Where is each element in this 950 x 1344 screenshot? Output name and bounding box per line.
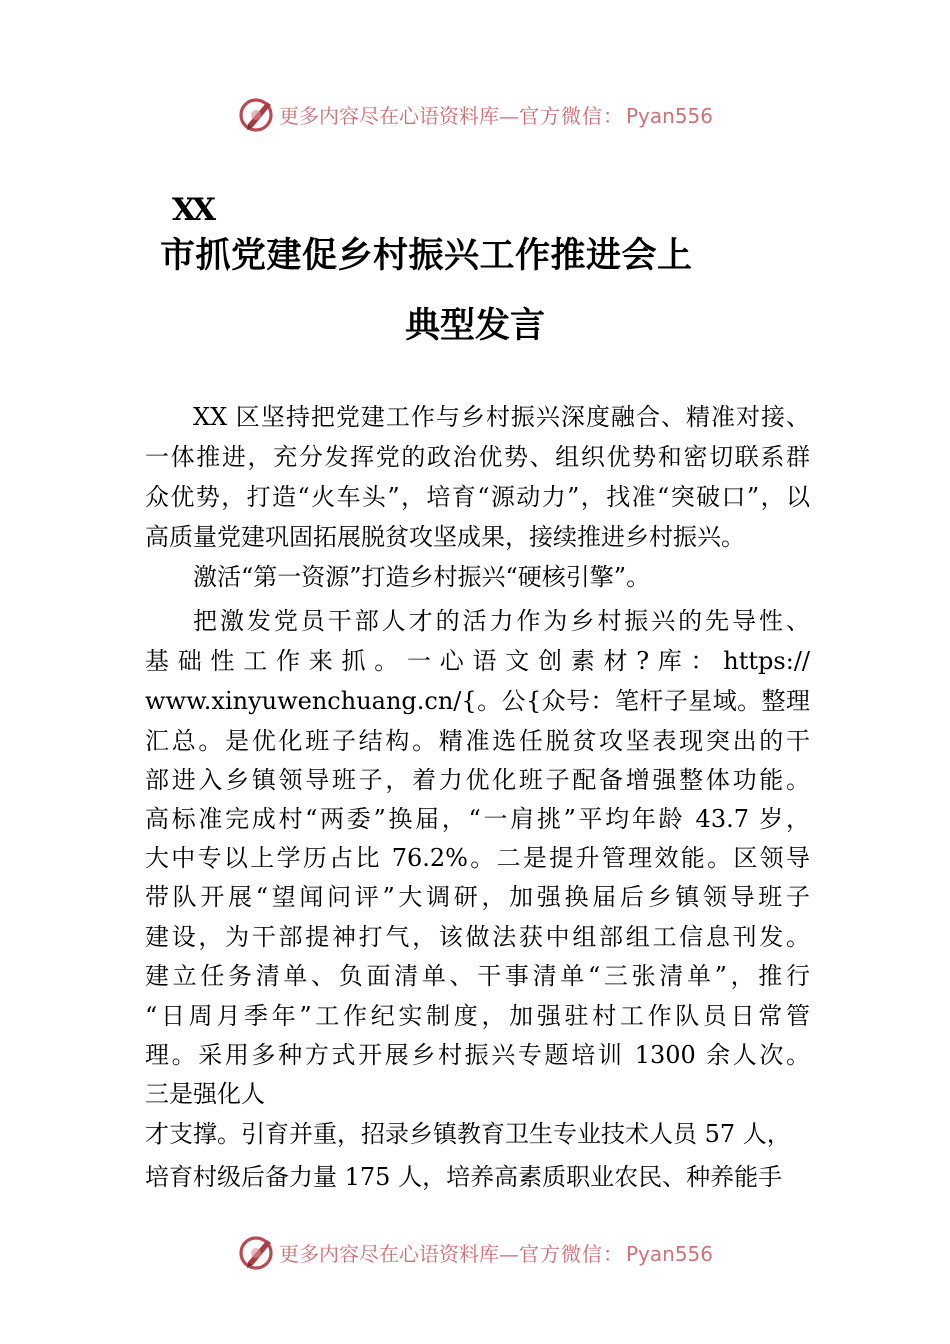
body-line: XX 区坚持把党建工作与乡村振兴深度融合、精准对接、 — [193, 403, 810, 431]
watermark-text-group — [279, 100, 713, 129]
body-line: “日周月季年”工作纪实制度，加强驻村工作队员日常管 — [145, 1002, 810, 1030]
watermark-banner-top — [0, 92, 950, 136]
body-line: 建立任务清单、负面清单、干事清单“三张清单”，推行 — [145, 962, 810, 990]
body-line: 培育村级后备力量 175 人，培养高素质职业农民、种养能手 — [145, 1163, 783, 1191]
section-heading: 激活“第一资源”打造乡村振兴“硬核引擎”。 — [193, 563, 651, 591]
watermark-separator: — — [498, 103, 519, 128]
pen-logo-icon — [237, 94, 277, 134]
watermark-banner-bottom — [0, 1230, 950, 1274]
watermark-account: Pyan556 — [625, 103, 713, 128]
watermark-text-group — [279, 1238, 713, 1267]
body-line: 高质量党建巩固拓展脱贫攻坚成果，接续推进乡村振兴。 — [145, 523, 745, 551]
body-line: 高标准完成村“两委”换届，“一肩挑”平均年龄 43.7 岁， — [145, 805, 810, 833]
body-line: 带队开展“望闻问评”大调研，加强换届后乡镇领导班子 — [145, 883, 810, 911]
body-line: 一体推进，充分发挥党的政治优势、组织优势和密切联系群 — [145, 443, 810, 471]
page-title-line1: 市抓党建促乡村振兴工作推进会上 — [160, 235, 693, 276]
body-line: 汇总。是优化班子结构。精准选任脱贫攻坚表现突出的干 — [145, 727, 810, 755]
body-line: www.xinyuwenchuang.cn/{。公{众号：笔杆子星域。整理 — [145, 687, 810, 715]
watermark-separator: — — [498, 1241, 519, 1266]
body-line: 把激发党员干部人才的活力作为乡村振兴的先导性、 — [193, 607, 810, 635]
body-line: 众优势，打造“火车头”，培育“源动力”，找准“突破口”，以 — [145, 483, 810, 511]
title-prefix: XX — [172, 192, 213, 228]
watermark-account: Pyan556 — [625, 1241, 713, 1266]
body-line: 建设，为干部提神打气，该做法获中组部组工信息刊发。 — [145, 923, 810, 951]
watermark-wechat-label: 官方微信： — [518, 103, 624, 128]
watermark-text: 更多内容尽在心语资料库 — [278, 1241, 499, 1266]
body-line: 才支撑。引育并重，招录乡镇教育卫生专业技术人员 57 人， — [145, 1120, 791, 1148]
body-line: 部进入乡镇领导班子，着力优化班子配备增强整体功能。 — [145, 766, 810, 794]
body-line: 大中专以上学历占比 76.2%。二是提升管理效能。区领导 — [145, 844, 810, 872]
watermark-text: 更多内容尽在心语资料库 — [278, 103, 499, 128]
body-line: 理。采用多种方式开展乡村振兴专题培训 1300 余人次。 — [145, 1041, 810, 1069]
page-title-line2: 典型发言 — [404, 305, 545, 346]
body-line: 基础性工作来抓。一心语文创素材?库：https:// — [145, 647, 810, 675]
pen-logo-icon — [237, 1232, 277, 1272]
body-line: 三是强化人 — [145, 1080, 265, 1108]
watermark-wechat-label: 官方微信： — [518, 1241, 624, 1266]
